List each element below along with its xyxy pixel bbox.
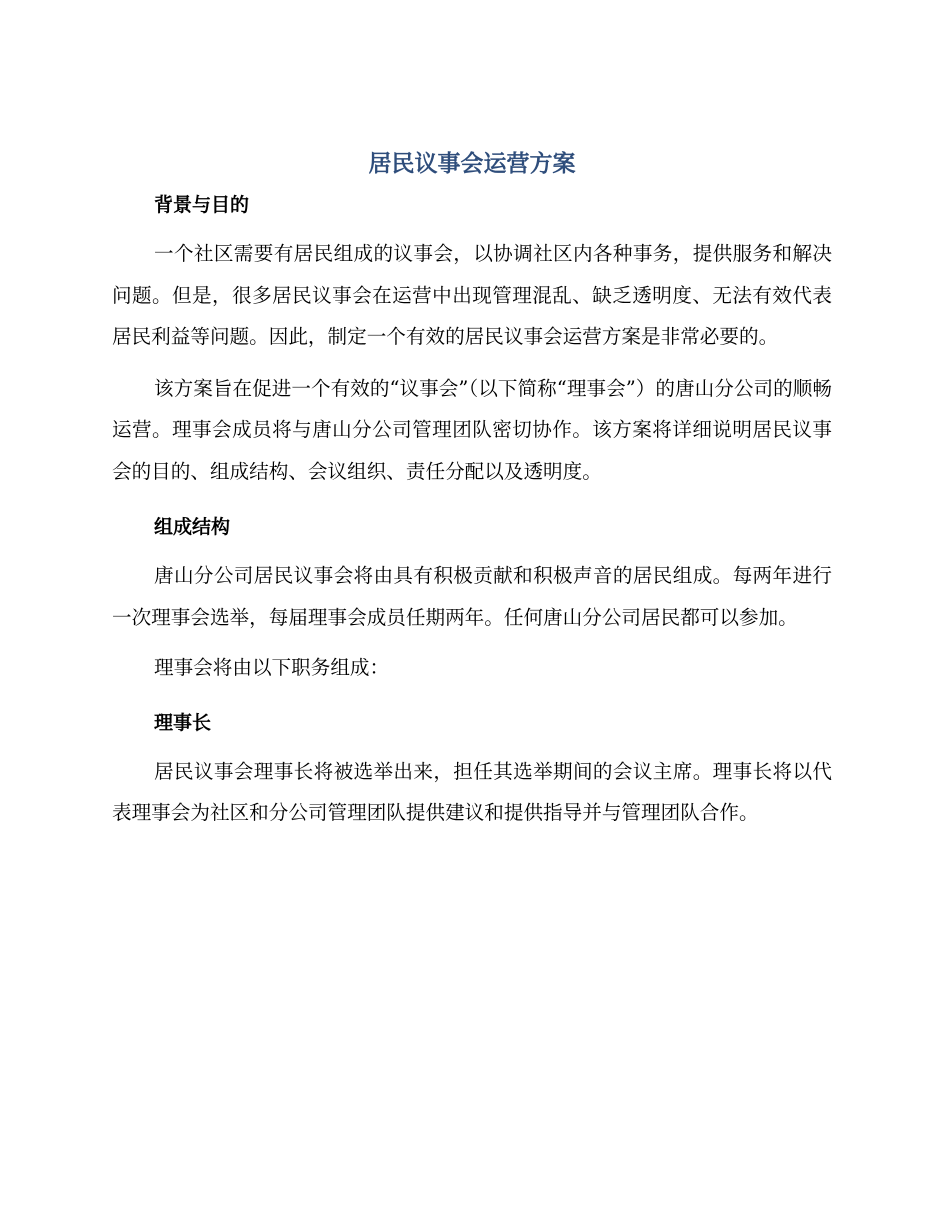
paragraph: 该方案旨在促进一个有效的“议事会”（以下简称“理事会”）的唐山分公司的顺畅运营。理事会成员将与唐山分公司管理团队密切协作。该方案将详细说明居民议事会的目的、组成结构、会议组织、责任分配以及透明度。: [112, 376, 832, 483]
section-heading-chairman: 理事长: [154, 711, 212, 734]
document-title: 居民议事会运营方案: [368, 151, 576, 177]
paragraph: 一个社区需要有居民组成的议事会，以协调社区内各种事务，提供服务和解决问题。但是，很多居民议事会在运营中出现管理混乱、缺乏透明度、无法有效代表居民利益等问题。因此，制定一个有效的居民议事会运营方案是非常必要的。: [112, 242, 832, 348]
section-heading-structure: 组成结构: [154, 516, 231, 538]
document-body: [112, 146, 832, 834]
paragraph: 理事会将由以下职务组成：: [154, 656, 390, 679]
paragraph: 唐山分公司居民议事会将由具有积极贡献和积极声音的居民组成。每两年进行一次理事会选举，每届理事会成员任期两年。任何唐山分公司居民都可以参加。: [112, 564, 832, 629]
paragraph: 居民议事会理事长将被选举出来，担任其选举期间的会议主席。理事长将以代表理事会为社区和分公司管理团队提供建议和提供指导并与管理团队合作。: [112, 759, 832, 824]
section-heading-background: 背景与目的: [154, 194, 250, 216]
